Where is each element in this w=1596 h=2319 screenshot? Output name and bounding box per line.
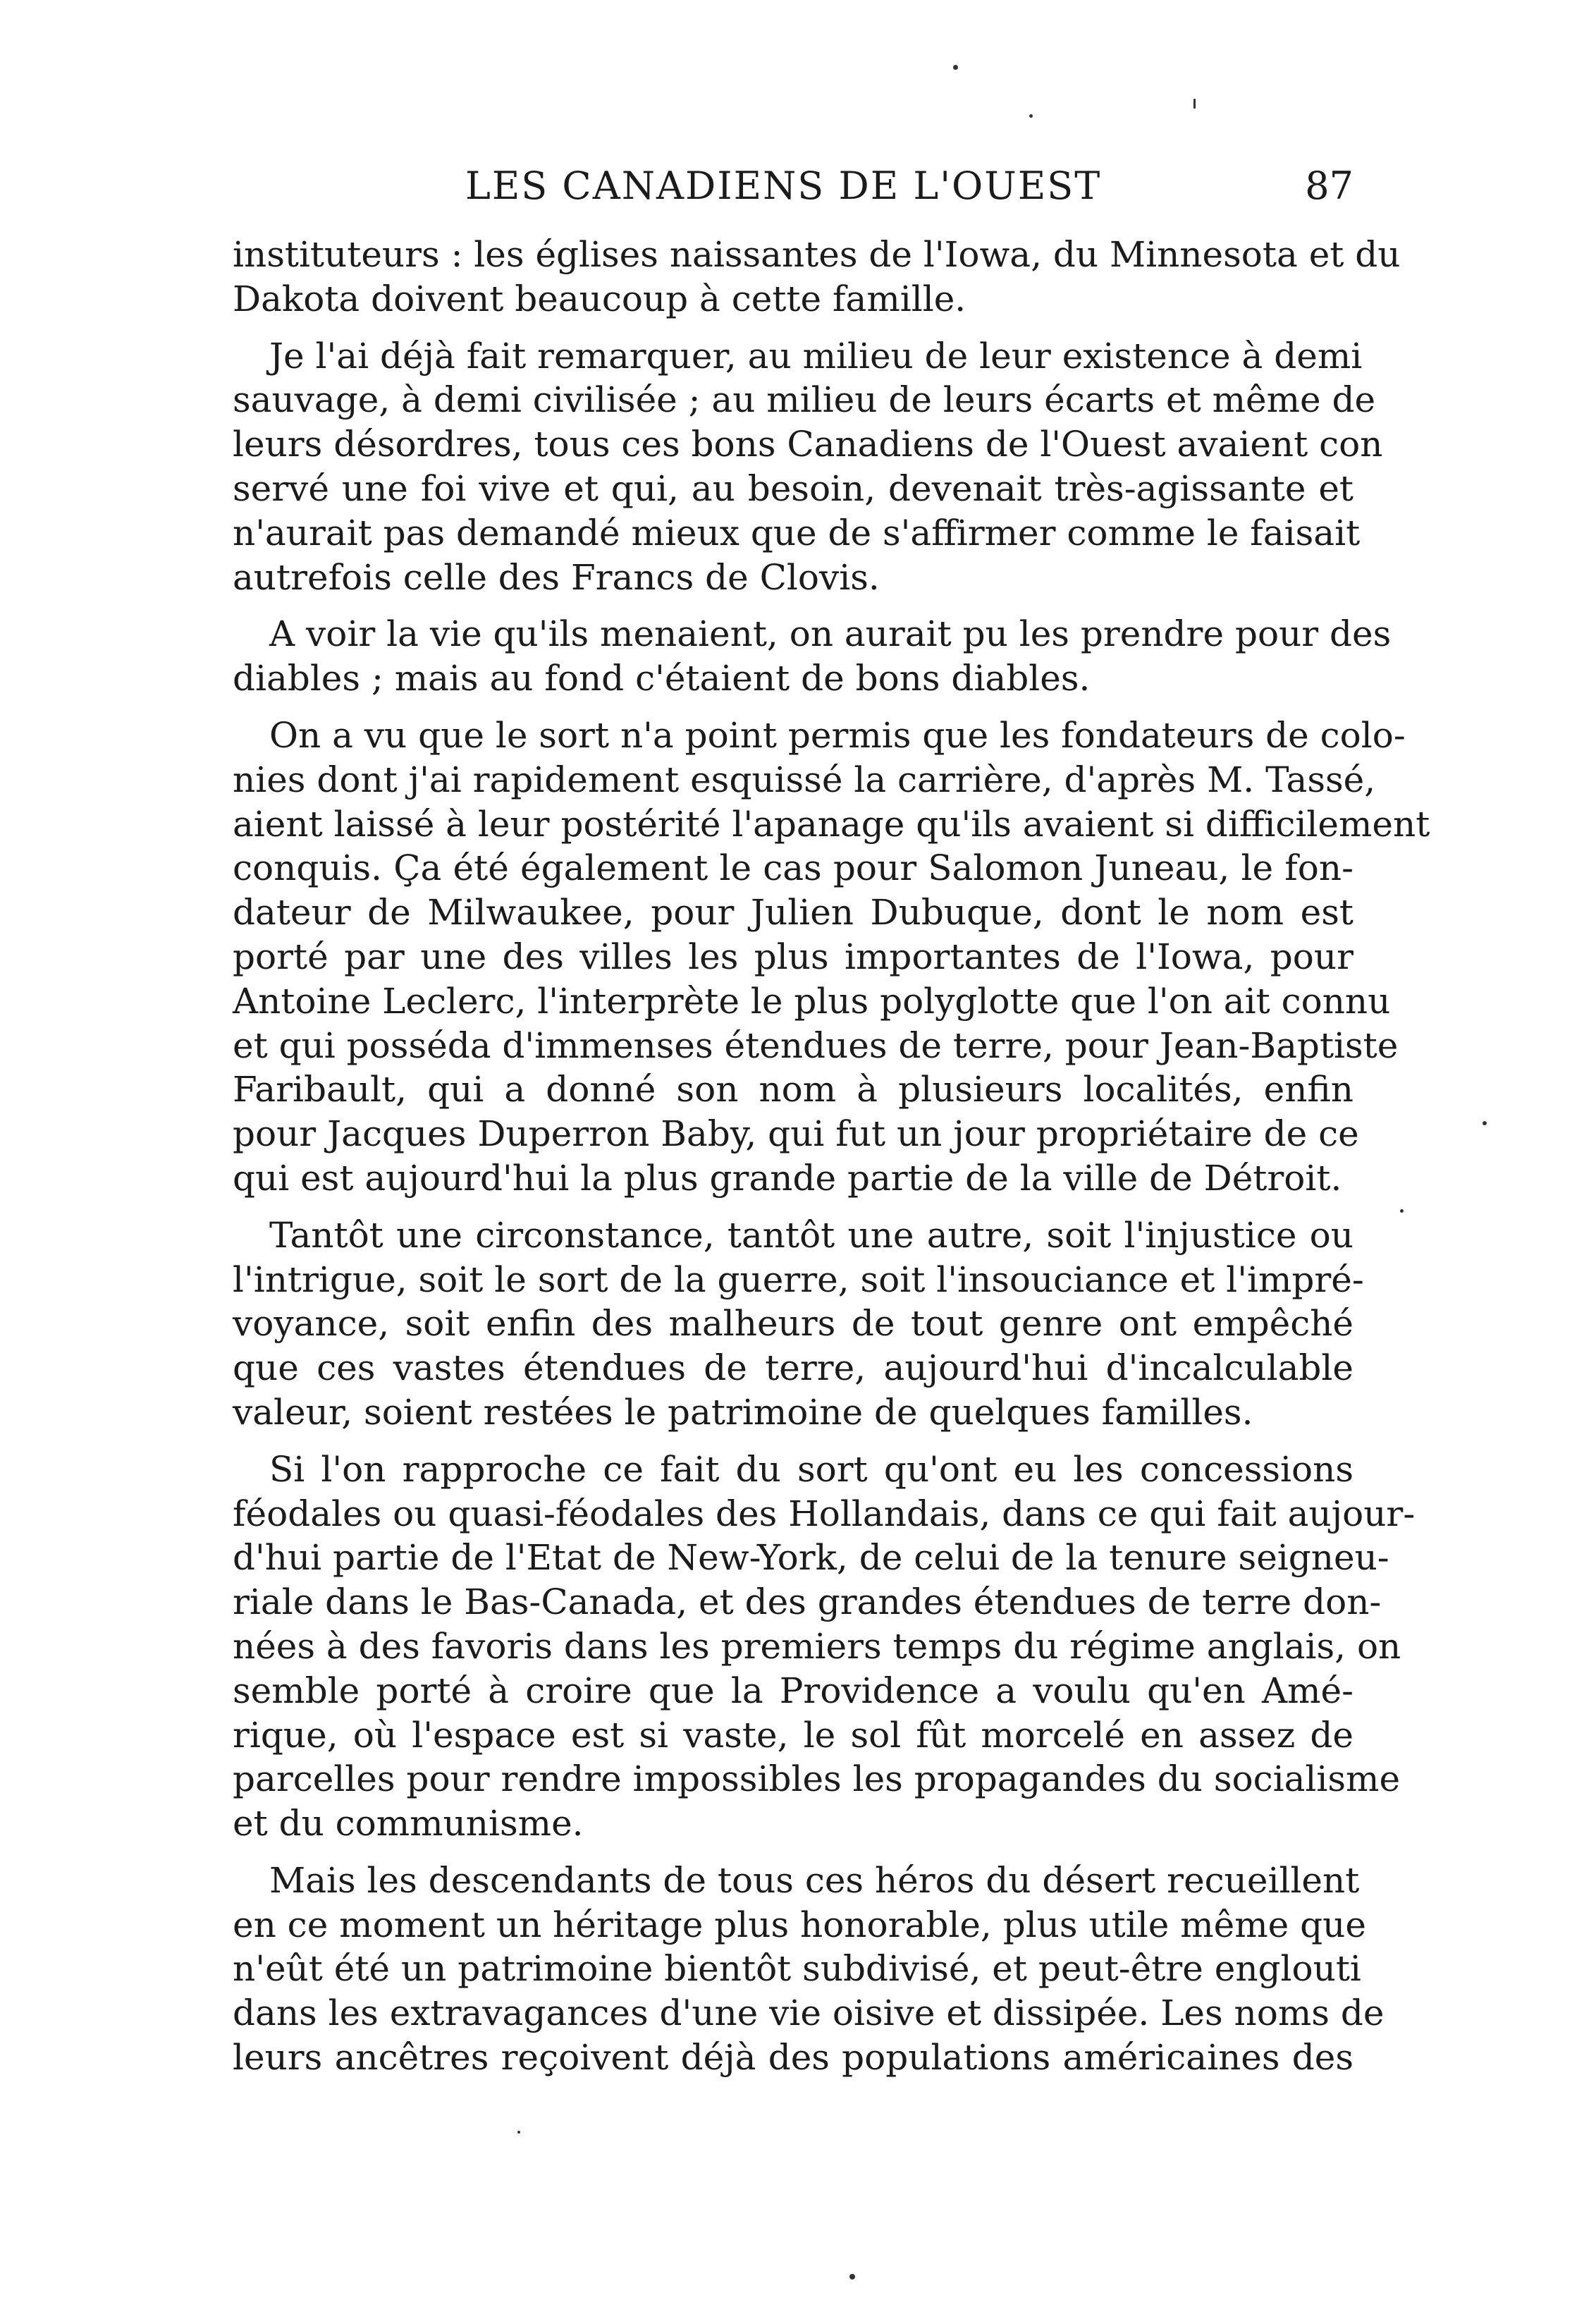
paragraph [233,714,1430,1201]
scan-speck [1193,99,1196,109]
text-line: semble porté à croire que la Providence a voulu qu'en Amé- [233,1670,1353,1711]
paragraph-gap [233,599,1353,612]
text-line: féodales ou quasi-féodales des Hollandais, dans ce qui fait aujour- [233,1493,1416,1534]
text-line: l'intrigue, soit le sort de la guerre, soit l'insouciance et l'impré- [233,1259,1364,1300]
text-line: Si l'on rapproche ce fait du sort qu'ont eu les concessions [269,1448,1353,1490]
text-line: et qui posséda d'immenses étendues de terre, pour Jean-Baptiste [233,1024,1399,1066]
text-line: conquis. Ça été également le cas pour Salomon Juneau, le fon- [233,848,1353,889]
paragraph [233,1448,1416,1846]
text-line: que ces vastes étendues de terre, aujourd'hui d'incalculable [233,1347,1353,1389]
paragraph-gap [233,701,1353,714]
text-line: leurs désordres, tous ces bons Canadiens de l'Ouest avaient con [233,424,1383,465]
text-line: valeur, soient restées le patrimoine de quelques familles. [233,1391,1253,1433]
running-header [233,164,1353,220]
paragraph-gap [233,1201,1353,1213]
text-line: servé une foi vive et qui, au besoin, devenait très-agissante et [233,467,1353,509]
text-line: dateur de Milwaukee, pour Julien Dubuque, dont le nom est [233,892,1353,934]
scan-speck [1029,114,1033,118]
scan-speck [953,65,958,70]
scan-speck [517,2131,520,2134]
scan-speck [1483,1121,1487,1125]
text-line: d'hui partie de l'Etat de New-York, de celui de la tenure seigneu- [233,1537,1389,1579]
text-line: autrefois celle des Francs de Clovis. [233,556,880,598]
text-line: diables ; mais au fond c'étaient de bons diables. [233,658,1091,699]
text-line: Mais les descendants de tous ces héros du désert recueillent [269,1859,1360,1901]
paragraph-gap [233,322,1353,334]
paragraph [233,233,1401,322]
text-line: dans les extravagances d'une vie oisive et dissipée. Les noms de [233,1993,1385,2034]
text-line: rique, où l'espace est si vaste, le sol fût morcelé en assez de [233,1714,1353,1756]
text-line: Je l'ai déjà fait remarquer, au milieu de leur existence à demi [269,335,1363,377]
text-line: porté par une des villes les plus importantes de l'Iowa, pour [233,936,1353,977]
paragraph [233,1213,1364,1435]
paragraph [233,334,1383,600]
paragraph [233,1859,1385,2080]
text-line: leurs ancêtres reçoivent déjà des populations américaines des [233,2037,1353,2079]
text-line: sauvage, à demi civilisée ; au milieu de leurs écarts et même de [233,379,1376,421]
paragraph [233,612,1392,701]
running-title: LES CANADIENS DE L'OUEST [465,164,1102,208]
text-line: parcelles pour rendre impossibles les propagandes du socialisme [233,1758,1401,1800]
scan-speck [1400,1209,1404,1213]
page-number: 87 [1305,164,1353,208]
text-line: n'eût été un patrimoine bientôt subdivisé, et peut-être englouti [233,1948,1361,1990]
text-line: Tantôt une circonstance, tantôt une autre, soit l'injustice ou [269,1214,1353,1256]
text-line: et du communisme. [233,1803,584,1844]
text-line: Antoine Leclerc, l'interprète le plus polyglotte que l'on ait connu [233,980,1391,1022]
text-line: riale dans le Bas-Canada, et des grandes étendues de terre don- [233,1581,1382,1623]
text-line: nées à des favoris dans les premiers temps du régime anglais, on [233,1625,1401,1667]
paragraph-gap [233,1435,1353,1448]
text-line: n'aurait pas demandé mieux que de s'affirmer comme le faisait [233,512,1361,553]
scan-speck [849,2274,855,2280]
text-line: Dakota doivent beaucoup à cette famille. [233,278,966,319]
text-line: qui est aujourd'hui la plus grande partie de la ville de Détroit. [233,1157,1342,1199]
text-line: voyance, soit enfin des malheurs de tout genre ont empêché [233,1303,1353,1345]
text-line: instituteurs : les églises naissantes de l'Iowa, du Minnesota et du [233,234,1401,275]
text-line: en ce moment un héritage plus honorable, plus utile même que [233,1904,1366,1945]
text-line: A voir la vie qu'ils menaient, on aurait pu les prendre pour des [269,613,1392,655]
page-body [233,233,1430,2080]
text-line: nies dont j'ai rapidement esquissé la carrière, d'après M. Tassé, [233,759,1376,800]
text-line: Faribault, qui a donné son nom à plusieurs localités, enfin [233,1069,1353,1110]
text-line: aient laissé à leur postérité l'apanage qu'ils avaient si difficilement [233,803,1430,845]
text-line: On a vu que le sort n'a point permis que les fondateurs de colo- [269,714,1406,756]
text-line: pour Jacques Duperron Baby, qui fut un jour propriétaire de ce [233,1113,1359,1155]
paragraph-gap [233,1846,1353,1859]
